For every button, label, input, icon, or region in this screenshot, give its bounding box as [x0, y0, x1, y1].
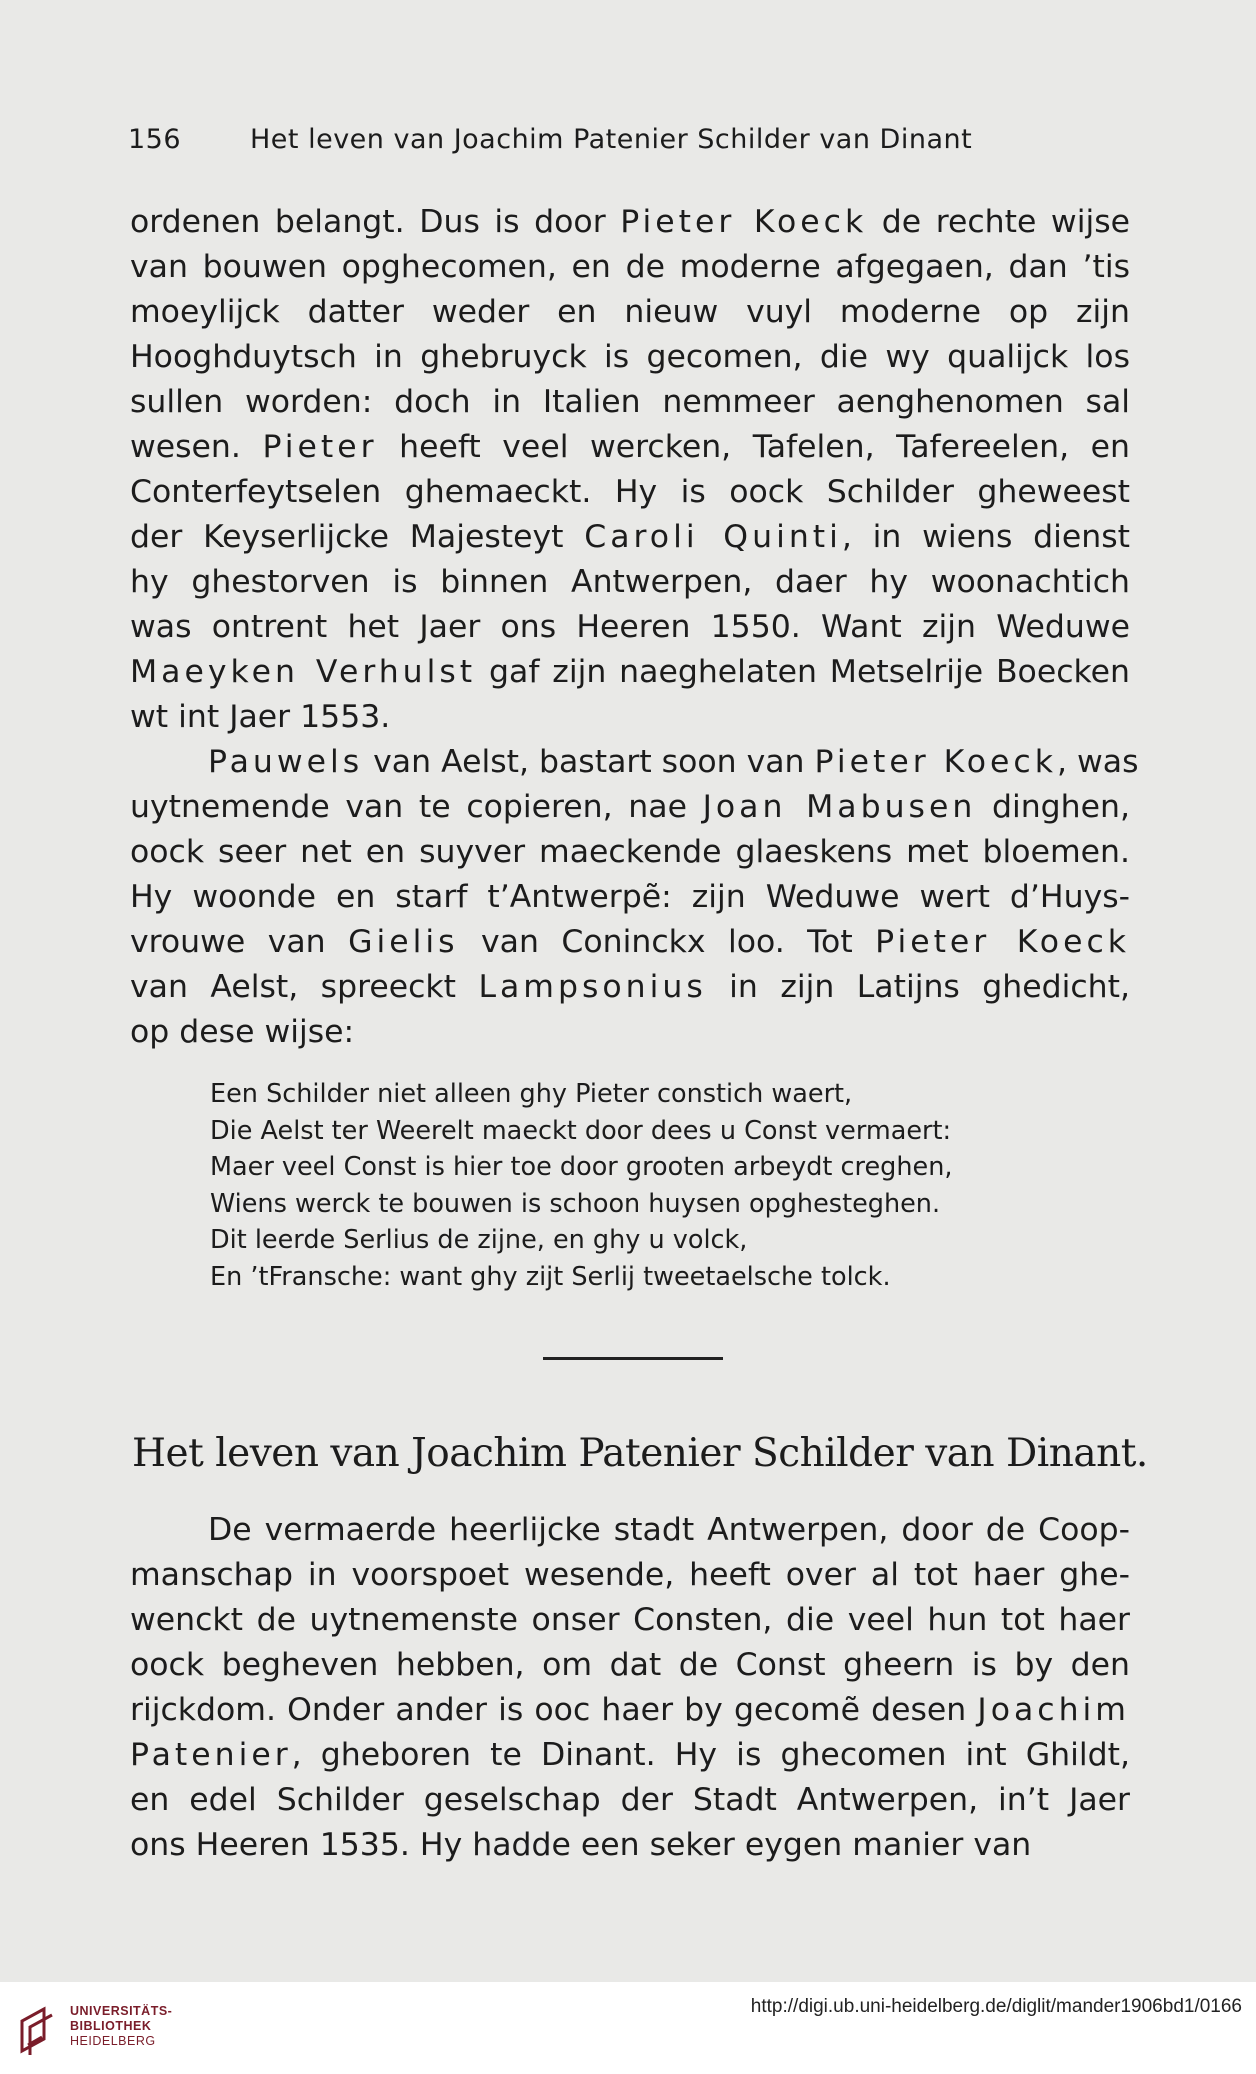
text-line: [130, 1553, 1130, 1598]
spaced-name: Joan Mabusen: [702, 789, 977, 825]
chapter-title: Het leven van Joachim Patenier Schilder van Dinant.: [132, 1431, 1148, 1476]
text-run: op dese wijse:: [130, 1014, 355, 1050]
library-line-1: UNIVERSITÄTS-: [70, 2004, 173, 2018]
text-line: [130, 1733, 1130, 1778]
spaced-name: Pieter Koeck: [814, 744, 1057, 780]
text-line: [130, 875, 1130, 920]
text-run: manschap in voorspoet wesende, heeft over al tot haer ghe-: [130, 1557, 1130, 1593]
text-line: [130, 560, 1130, 605]
library-line-3: HEIDELBERG: [70, 2034, 156, 2048]
text-line: [130, 785, 1130, 830]
text-run: van Aelst, bastart soon van: [363, 744, 815, 780]
spaced-name: Pieter: [262, 429, 378, 465]
paragraph-2: [130, 740, 1139, 1055]
verse-line: En ’tFransche: want ghy zijt Serlij tweetaelsche tolck.: [210, 1261, 891, 1292]
paragraph-3: [130, 1508, 1130, 1868]
spaced-name: Pauwels: [208, 744, 364, 780]
spaced-name: Pieter Koeck: [875, 924, 1131, 960]
text-run: in zijn Latijns ghedicht,: [706, 969, 1130, 1005]
text-run: heeft veel wercken, Tafelen, Tafereelen, en: [377, 429, 1130, 465]
text-run: ons Heeren 1535. Hy hadde een seker eygen manier van: [130, 1827, 1032, 1863]
text-line: [130, 695, 1130, 740]
spaced-name: Caroli Quinti: [584, 519, 842, 555]
library-logo-icon: [14, 2005, 60, 2057]
text-run: moeylijck datter weder en nieuw vuyl moderne op zijn: [130, 294, 1130, 330]
text-line: [130, 650, 1130, 695]
text-run: vrouwe van: [130, 924, 349, 960]
text-run: sullen worden: doch in Italien nemmeer aenghenomen sal: [130, 384, 1130, 420]
text-run: Conterfeytselen ghemaeckt. Hy is oock Schilder gheweest: [130, 474, 1130, 510]
text-run: van Aelst, spreeckt: [130, 969, 479, 1005]
page-number: 156: [128, 124, 182, 155]
verse-line: Een Schilder niet alleen ghy Pieter constich waert,: [210, 1079, 853, 1109]
text-line: [130, 425, 1130, 470]
text-run: , was: [1056, 744, 1139, 780]
text-line: [130, 1823, 1130, 1868]
text-line: [130, 1778, 1130, 1823]
text-line: [130, 380, 1130, 425]
spaced-name: Maeyken Verhulst: [130, 654, 477, 690]
text-line: [130, 1643, 1130, 1688]
text-run: uytnemende van te copieren, nae: [130, 789, 703, 825]
text-run: oock begheven hebben, om dat de Const gheern is by den: [130, 1647, 1130, 1683]
source-url-link[interactable]: http://digi.ub.uni-heidelberg.de/diglit/mander1906bd1/0166: [750, 1996, 1242, 2017]
verse-line: Maer veel Const is hier toe door grooten arbeydt creghen,: [210, 1152, 953, 1182]
library-line-2: BIBLIOTHEK: [70, 2019, 152, 2033]
text-line: [130, 470, 1130, 515]
spaced-name: Pieter Koeck: [620, 204, 868, 240]
text-line: [130, 515, 1130, 560]
verse-line: Dit leerde Serlius de zijne, en ghy u volck,: [210, 1225, 748, 1255]
text-run: en edel Schilder geselschap der Stadt Antwerpen, in’t Jaer: [130, 1782, 1130, 1818]
text-run: De vermaerde heerlijcke stadt Antwerpen, door de Coop-: [208, 1512, 1130, 1548]
text-line: [130, 1598, 1130, 1643]
spaced-name: Lampsonius: [478, 969, 707, 1005]
text-run: gaf zijn naeghelaten Metselrije Boecken: [476, 654, 1130, 690]
text-run: van bouwen opghecomen, en de moderne afgegaen, dan ’tis: [130, 249, 1130, 285]
verse-line: Die Aelst ter Weerelt maeckt door dees u Const vermaert:: [210, 1115, 952, 1146]
text-run: , in wiens dienst: [841, 519, 1130, 555]
paragraph-1: [130, 200, 1130, 740]
verse-line: Wiens werck te bouwen is schoon huysen opghesteghen.: [210, 1188, 941, 1219]
text-run: de rechte wijse: [867, 204, 1130, 240]
text-line: [130, 1508, 1130, 1553]
running-title: Het leven van Joachim Patenier Schilder van Dinant: [250, 124, 973, 155]
text-run: ordenen belangt. Dus is door: [130, 204, 621, 240]
text-run: , gheboren te Dinant. Hy is ghecomen int Ghildt,: [291, 1737, 1130, 1773]
text-run: was ontrent het Jaer ons Heeren 1550. Want zijn Weduwe: [130, 609, 1130, 645]
text-run: van Coninckx loo. Tot: [458, 924, 876, 960]
section-divider: [543, 1357, 723, 1360]
text-line: [130, 245, 1130, 290]
spaced-name: Patenier: [130, 1737, 292, 1773]
text-line: [130, 965, 1130, 1010]
text-run: oock seer net en suyver maeckende glaeskens met bloemen.: [130, 834, 1130, 870]
text-line: [130, 605, 1130, 650]
text-run: wt int Jaer 1553.: [130, 699, 391, 735]
verse-block: [210, 1076, 952, 1295]
running-header: [128, 124, 1136, 155]
text-line: [130, 740, 1139, 785]
text-run: Hy woonde en starf t’Antwerpẽ: zijn Weduwe wert d’Huys-: [130, 879, 1130, 915]
text-run: Hooghduytsch in ghebruyck is gecomen, die wy qualijck los: [130, 339, 1130, 375]
text-line: [130, 290, 1130, 335]
text-line: [130, 1010, 1130, 1055]
spaced-name: Gielis: [348, 924, 459, 960]
spaced-name: Joachim: [977, 1692, 1130, 1728]
text-run: wesen.: [130, 429, 263, 465]
text-line: [130, 335, 1130, 380]
text-run: hy ghestorven is binnen Antwerpen, daer hy woonachtich: [130, 564, 1130, 600]
text-line: [130, 1688, 1130, 1733]
library-name: [70, 2004, 172, 2049]
text-run: wenckt de uytnemenste onser Consten, die veel hun tot haer: [130, 1602, 1130, 1638]
text-line: [130, 920, 1130, 965]
text-line: [130, 200, 1130, 245]
text-run: der Keyserlijcke Majesteyt: [130, 519, 585, 555]
text-run: rijckdom. Onder ander is ooc haer by gecomẽ desen: [130, 1692, 978, 1728]
text-line: [130, 830, 1130, 875]
text-run: dinghen,: [976, 789, 1130, 825]
